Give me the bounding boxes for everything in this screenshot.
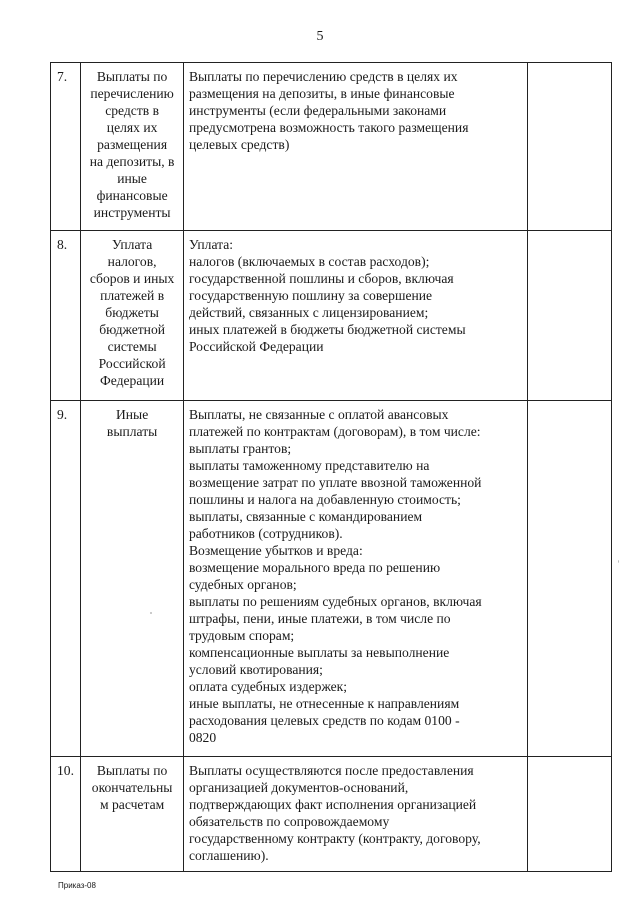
cell-text-line: иных платежей в бюджеты бюджетной системы	[188, 322, 466, 337]
cell-text-line: государственную пошлину за совершение	[188, 288, 433, 303]
cell-text-line: перечислению	[90, 86, 174, 101]
table-row	[51, 757, 612, 872]
row-number-cell	[51, 231, 81, 401]
cell-text-line: системы	[107, 339, 157, 354]
cell-text-line: иные выплаты, не отнесенные к направлениям	[188, 696, 460, 711]
row-number-cell	[51, 757, 81, 872]
cell-text-line: судебных органов;	[188, 577, 297, 592]
cell-text-line: компенсационные выплаты за невыполнение	[188, 645, 450, 660]
cell-text-line: на депозиты, в	[89, 154, 175, 169]
cell-text-line: работников (сотрудников).	[188, 526, 343, 541]
cell-text-line: оплата судебных издержек;	[188, 679, 348, 694]
cell-text-line: окончательны	[91, 780, 173, 795]
row-number: 8.	[57, 237, 68, 252]
cell-text-line: платежей по контрактам (договорам), в том числе:	[188, 424, 481, 439]
row-number-cell	[51, 401, 81, 757]
scan-speck	[150, 612, 152, 614]
table-row	[51, 401, 612, 757]
cell-text-line: пошлины и налога на добавленную стоимость;	[188, 492, 461, 507]
cell-text-line: трудовым спорам;	[188, 628, 295, 643]
cell-text-line: выплаты	[106, 424, 158, 439]
row-empty-cell	[527, 401, 611, 757]
cell-text-line: средств в	[105, 103, 160, 118]
table-body	[51, 63, 612, 872]
table-row	[51, 231, 612, 401]
cell-text-line: иные	[117, 171, 147, 186]
row-number: 7.	[57, 69, 68, 84]
cell-text-line: государственному контракту (контракту, договору,	[188, 831, 481, 846]
scan-speck	[618, 560, 619, 563]
cell-text-line: бюджетной	[99, 322, 166, 337]
cell-text-line: Иные	[115, 407, 149, 422]
cell-text-line: Российской	[98, 356, 166, 371]
cell-text-line: размещения на депозиты, в иные финансовые	[188, 86, 455, 101]
cell-text-line: финансовые	[96, 188, 168, 203]
cell-text-line: выплаты таможенному представителю на	[188, 458, 430, 473]
cell-text-line: Выплаты по	[96, 763, 168, 778]
cell-text-line: целевых средств)	[188, 137, 290, 152]
row-name-cell	[81, 63, 184, 231]
cell-text-line: условий квотирования;	[188, 662, 323, 677]
cell-text-line: выплаты грантов;	[188, 441, 292, 456]
cell-text-line: Выплаты по	[96, 69, 168, 84]
cell-text-line: инструменты (если федеральными законами	[188, 103, 447, 118]
cell-text-line: Выплаты, не связанные с оплатой авансовых	[188, 407, 449, 422]
row-empty-cell	[527, 63, 611, 231]
cell-text-line: Выплаты по перечислению средств в целях их	[188, 69, 458, 84]
cell-text-line: 0820	[188, 730, 217, 745]
row-number: 10.	[57, 763, 74, 778]
cell-text-line: Российской Федерации	[188, 339, 324, 354]
cell-text-line: сборов и иных	[89, 271, 175, 286]
page-number: 5	[316, 29, 324, 44]
cell-text-line: государственной пошлины и сборов, включая	[188, 271, 454, 286]
row-number: 9.	[57, 407, 68, 422]
cell-text-line: штрафы, пени, иные платежи, в том числе по	[188, 611, 451, 626]
cell-text-line: Федерации	[100, 373, 165, 388]
cell-text-line: соглашению).	[188, 848, 269, 863]
cell-text-line: Возмещение убытков и вреда:	[188, 543, 363, 558]
cell-text-line: возмещение затрат по уплате ввозной таможенной	[188, 475, 482, 490]
cell-text-line: налогов,	[107, 254, 157, 269]
cell-text-line: расходования целевых средств по кодам 0100 -	[188, 713, 460, 728]
row-number-cell	[51, 63, 81, 231]
cell-text-line: размещения	[97, 137, 168, 152]
cell-text-line: подтверждающих факт исполнения организацией	[188, 797, 477, 812]
row-name-cell	[81, 401, 184, 757]
row-description-cell	[183, 401, 527, 757]
cell-text-line: предусмотрена возможность такого размещения	[188, 120, 469, 135]
cell-text-line: Уплата	[111, 237, 153, 252]
cell-text-line: Выплаты осуществляются после предоставления	[188, 763, 474, 778]
cell-text-line: платежей в	[100, 288, 165, 303]
cell-text-line: целях их	[106, 120, 158, 135]
cell-text-line: бюджеты	[105, 305, 159, 320]
table-row	[51, 63, 612, 231]
row-empty-cell	[527, 231, 611, 401]
cell-text-line: действий, связанных с лицензированием;	[188, 305, 429, 320]
cell-text-line: организацией документов-оснований,	[188, 780, 409, 795]
cell-text-line: Уплата:	[188, 237, 234, 252]
document-footer: Приказ-08	[58, 881, 96, 890]
row-name-cell	[81, 757, 184, 872]
row-description-cell	[183, 757, 527, 872]
cell-text-line: выплаты, связанные с командированием	[188, 509, 423, 524]
row-empty-cell	[527, 757, 611, 872]
cell-text-line: налогов (включаемых в состав расходов);	[188, 254, 430, 269]
row-name-cell	[81, 231, 184, 401]
payments-table	[50, 62, 612, 872]
cell-text-line: инструменты	[93, 205, 171, 220]
cell-text-line: обязательств по сопровождаемому	[188, 814, 390, 829]
cell-text-line: м расчетам	[100, 797, 165, 812]
row-description-cell	[183, 231, 527, 401]
cell-text-line: выплаты по решениям судебных органов, включая	[188, 594, 482, 609]
row-description-cell	[183, 63, 527, 231]
cell-text-line: возмещение морального вреда по решению	[188, 560, 441, 575]
